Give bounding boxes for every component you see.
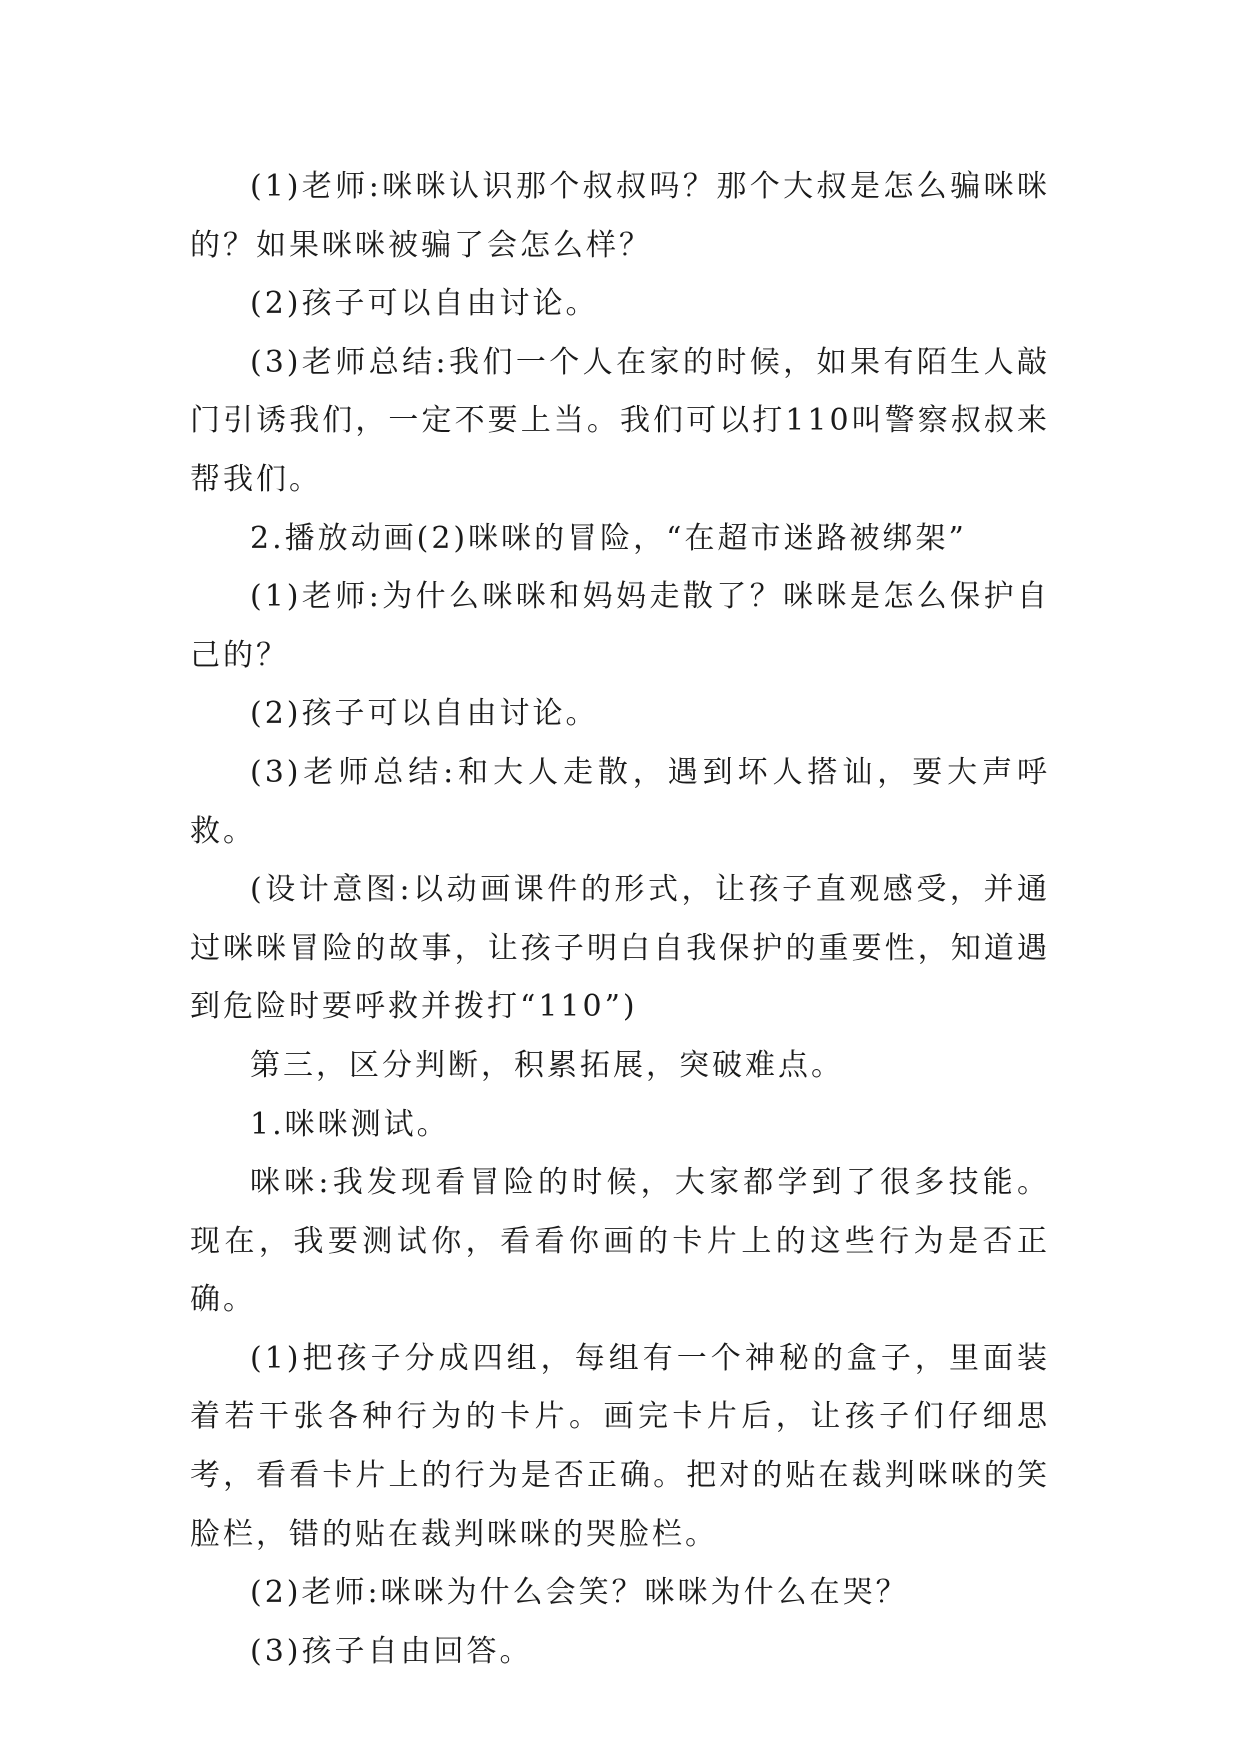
paragraph-teacher-summary-2: (3)老师总结:和大人走散，遇到坏人搭讪，要大声呼救。 bbox=[190, 754, 1050, 849]
paragraph-teacher-summary-1: (3)老师总结:我们一个人在家的时候，如果有陌生人敲门引诱我们，一定不要上当。我们可以打110叫警察叔叔来帮我们。 bbox=[190, 344, 1050, 497]
paragraph-section-three: 第三，区分判断，积累拓展，突破难点。 bbox=[250, 1047, 844, 1083]
document-body bbox=[190, 158, 1050, 1681]
paragraph-children-discuss-1: (2)孩子可以自由讨论。 bbox=[250, 286, 599, 322]
paragraph-teacher-question-3: (2)老师:咪咪为什么会笑？咪咪为什么在哭？ bbox=[250, 1575, 909, 1611]
paragraph-animation-2: 2.播放动画(2)咪咪的冒险，“在超市迷路被绑架” bbox=[250, 520, 967, 556]
paragraph-mimi-test: 1.咪咪测试。 bbox=[250, 1106, 450, 1142]
paragraph-teacher-question-2: (1)老师:为什么咪咪和妈妈走散了？咪咪是怎么保护自己的？ bbox=[190, 579, 1050, 673]
paragraph-group-activity: (1)把孩子分成四组，每组有一个神秘的盒子，里面装着若干张各种行为的卡片。画完卡片后，让孩子们仔细思考，看看卡片上的行为是否正确。把对的贴在裁判咪咪的笑脸栏，错的贴在裁判咪咪的哭脸栏。 bbox=[190, 1340, 1050, 1552]
paragraph-teacher-question-1: (1)老师:咪咪认识那个叔叔吗？那个大叔是怎么骗咪咪的？如果咪咪被骗了会怎么样？ bbox=[190, 169, 1050, 263]
paragraph-children-answer: (3)孩子自由回答。 bbox=[250, 1633, 533, 1669]
paragraph-children-discuss-2: (2)孩子可以自由讨论。 bbox=[250, 696, 599, 732]
paragraph-design-intent: (设计意图:以动画课件的形式，让孩子直观感受，并通过咪咪冒险的故事，让孩子明白自我保护的重要性，知道遇到危险时要呼救并拨打“110”) bbox=[190, 872, 1050, 1025]
paragraph-mimi-speech: 咪咪:我发现看冒险的时候，大家都学到了很多技能。现在，我要测试你，看看你画的卡片上的这些行为是否正确。 bbox=[190, 1165, 1050, 1318]
